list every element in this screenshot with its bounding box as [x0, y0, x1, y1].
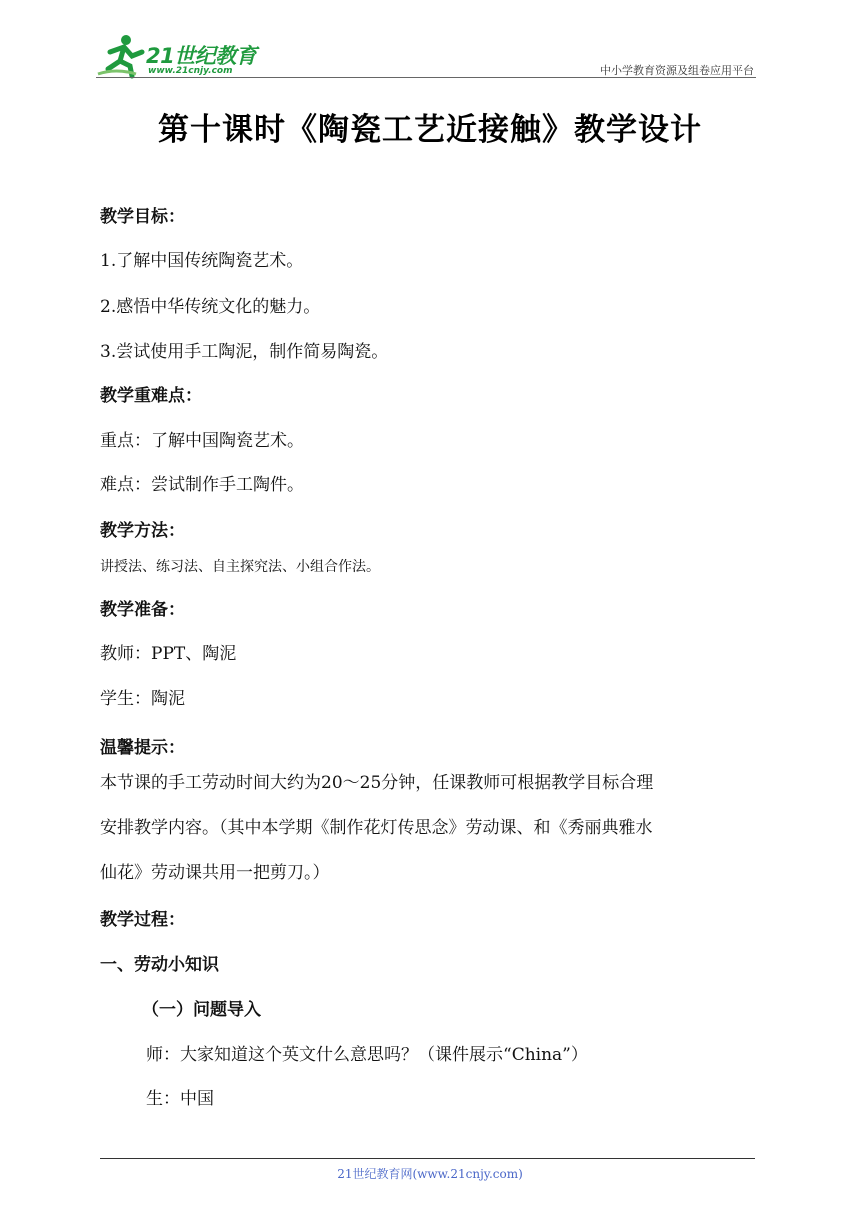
dialogue-line: 师：大家知道这个英文什么意思吗？（课件展示“China”） [146, 1045, 588, 1065]
key-points-heading: 教学重难点： [100, 386, 202, 406]
goal-item: 1.了解中国传统陶瓷艺术。 [100, 251, 304, 271]
tips-line: 本节课的手工劳动时间大约为20～25分钟，任课教师可根据教学目标合理 [100, 773, 654, 793]
tips-line: 仙花》劳动课共用一把剪刀。） [100, 863, 330, 883]
footer-text: 21世纪教育网(www.21cnjy.com) [337, 1167, 523, 1181]
section-heading: 一、劳动小知识 [100, 955, 219, 975]
brand-name: 21世纪教育 [146, 44, 257, 68]
goals-heading: 教学目标： [100, 207, 185, 227]
key-point-item: 重点：了解中国陶瓷艺术。 [100, 431, 304, 451]
preparation-heading: 教学准备： [100, 600, 185, 620]
brand-site: www.21cnjy.com [148, 66, 233, 76]
document-title: 第十课时《陶瓷工艺近接触》教学设计 [158, 112, 702, 148]
preparation-item: 学生：陶泥 [100, 689, 185, 709]
tips-line: 安排教学内容。（其中本学期《制作花灯传思念》劳动课、和《秀丽典雅水 [100, 818, 653, 838]
key-point-item: 难点：尝试制作手工陶件。 [100, 475, 304, 495]
goal-item: 3.尝试使用手工陶泥，制作简易陶瓷。 [100, 342, 389, 362]
preparation-item: 教师：PPT、陶泥 [100, 644, 237, 664]
goal-item: 2.感悟中华传统文化的魅力。 [100, 297, 321, 317]
dialogue-line: 生：中国 [146, 1089, 214, 1109]
page-header [96, 30, 756, 80]
methods-heading: 教学方法： [100, 521, 185, 541]
footer-divider [100, 1158, 755, 1159]
subsection-heading: （一）问题导入 [142, 1000, 261, 1020]
header-tagline: 中小学教育资源及组卷应用平台 [600, 64, 754, 77]
logo [96, 30, 266, 80]
header-divider [96, 77, 756, 78]
process-heading: 教学过程： [100, 910, 185, 930]
tips-heading: 温馨提示： [100, 738, 185, 758]
runner-logo-icon [96, 30, 146, 80]
methods-text: 讲授法、练习法、自主探究法、小组合作法。 [100, 559, 380, 575]
